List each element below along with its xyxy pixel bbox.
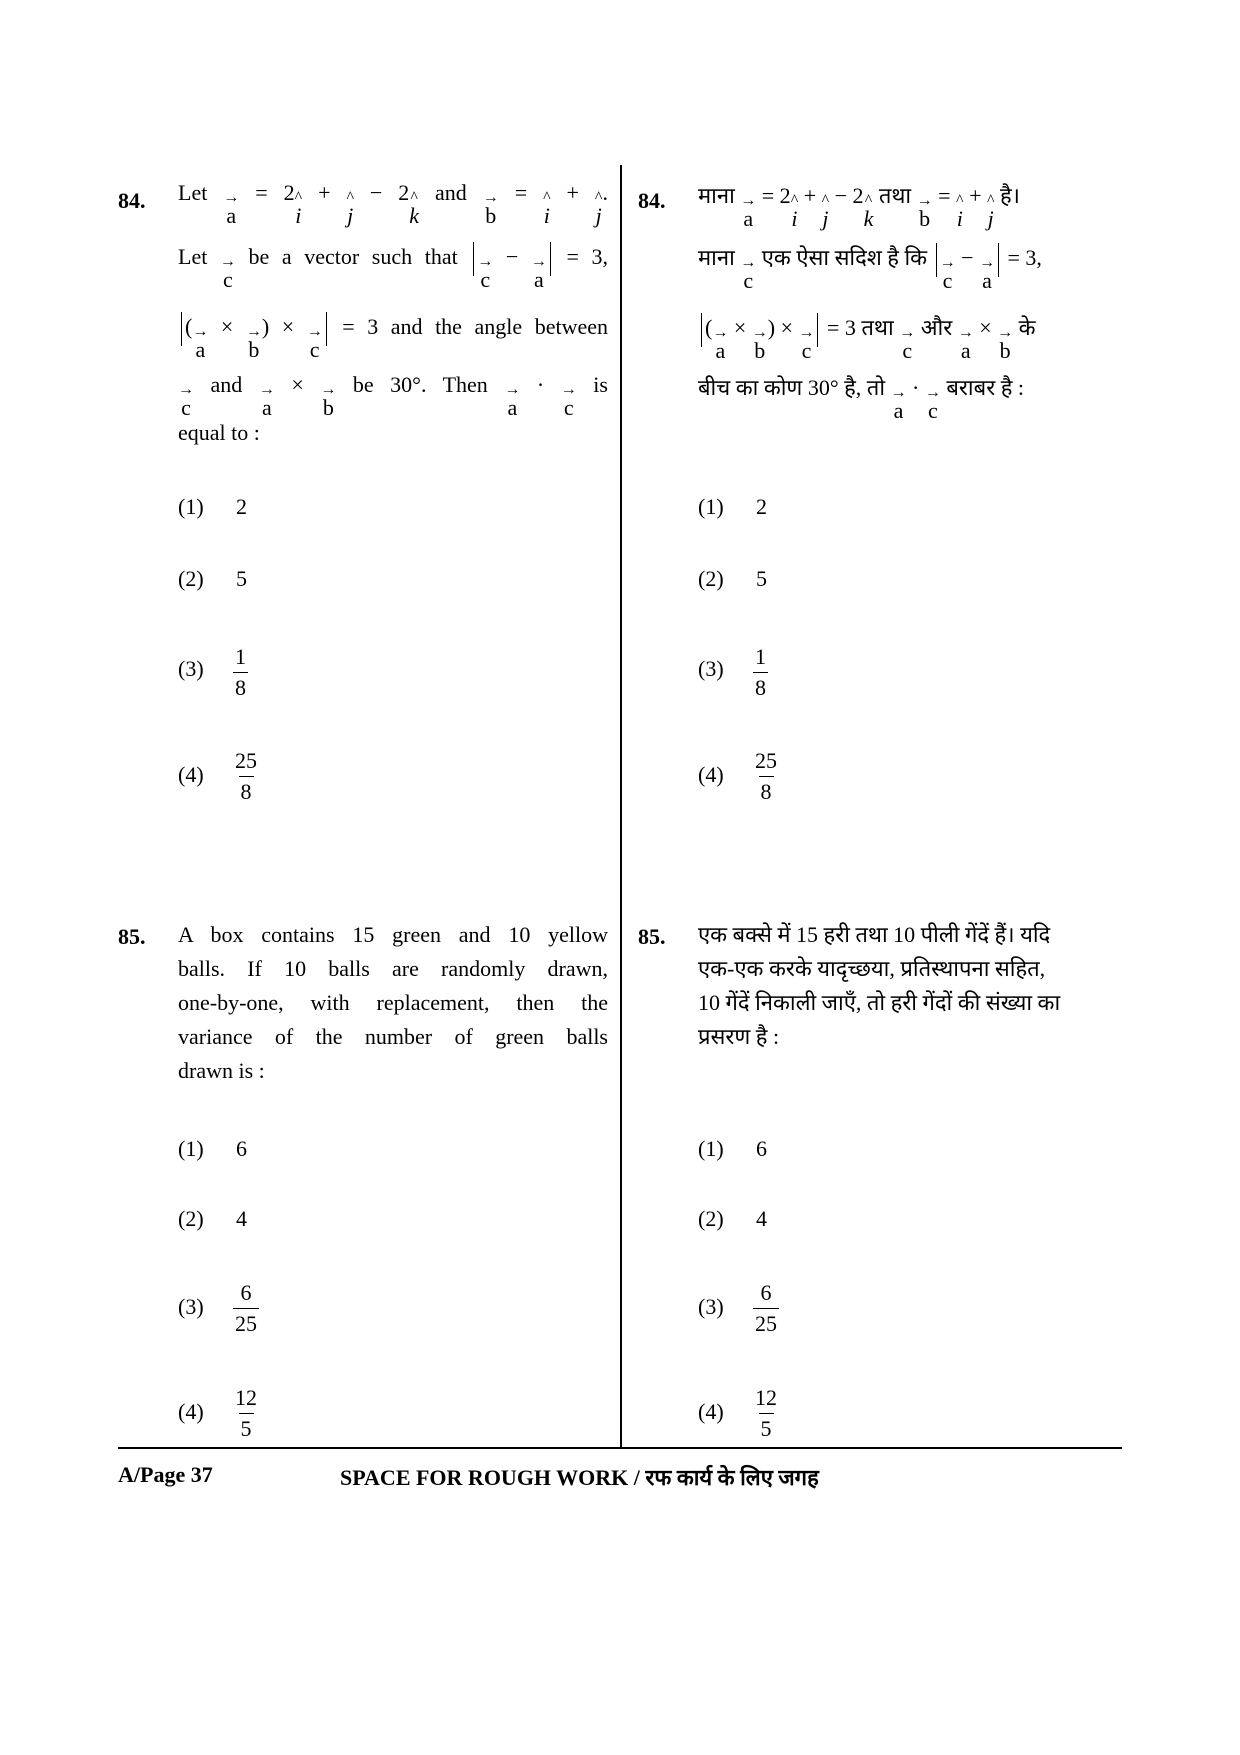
q85-hi-line: 10 गेंदें निकाली जाएँ, तो हरी गेंदों की संख्या का [698,990,1061,1015]
option-label: (3) [178,656,204,681]
option-label: (2) [698,1206,724,1231]
fraction-numerator: 25 [755,748,777,773]
option-fraction [233,1278,259,1339]
option-fraction [233,642,248,703]
q84-hi-line-2: माना → c एक ऐसा सदिश है कि → c − → a = 3, [698,242,1042,292]
question-number: 85. [638,924,666,949]
option-value: 6 [236,1136,247,1161]
rough-work-label: SPACE FOR ROUGH WORK / रफ कार्य के लिए जगह [340,1465,819,1490]
q84-en-line-2: Let → c be a vector such that → c − → a = 3, [178,242,608,291]
fraction-numerator: 12 [235,1385,257,1410]
option-label: (3) [178,1294,204,1319]
column-divider [620,165,622,1447]
option-value: 2 [236,494,247,519]
option-label: (1) [698,494,724,519]
q84-hi-line-1: माना → a = 2 ^ i + ^ j − 2 ^ k तथा → b = ^ i + ^ j है। [698,183,1021,231]
option-label: (4) [178,1399,204,1424]
q85-en-line: balls. If 10 balls are randomly drawn, [178,956,608,981]
q85-en-line: A box contains 15 green and 10 yellow [178,922,608,947]
fraction-numerator: 1 [235,644,246,669]
q85-hi-line: एक-एक करके यादृच्छया, प्रतिस्थापना सहित, [698,956,1046,981]
fraction-denominator: 8 [239,776,254,807]
q84-hi-line-4: बीच का कोण 30° है, तो → a · → c बराबर है : [698,375,1024,423]
option-label: (4) [698,762,724,787]
option-label: (2) [698,566,724,591]
option-value: 6 [756,1136,767,1161]
q84-en-line-5: equal to : [178,420,260,445]
fraction-denominator: 5 [759,1413,774,1444]
fraction-numerator: 25 [235,748,257,773]
q84-en-line-1: Let → a = 2 ^ i + ^ j − 2 ^ k and → b = ^ i + ^ j . [178,180,608,228]
option-label: (3) [698,1294,724,1319]
fraction-numerator: 6 [240,1280,252,1305]
fraction-denominator: 25 [753,1308,779,1339]
footer-rule [118,1447,1122,1449]
fraction-denominator: 8 [233,672,248,703]
option-value: 4 [236,1206,247,1231]
option-fraction [233,1383,259,1444]
fraction-denominator: 25 [233,1308,259,1339]
fraction-denominator: 5 [239,1413,254,1444]
q85-en-line: one-by-one, with replacement, then the [178,990,608,1015]
option-fraction [753,642,768,703]
option-label: (1) [178,494,204,519]
option-label: (1) [178,1136,204,1161]
option-fraction [753,1383,779,1444]
option-label: (4) [698,1399,724,1424]
option-label: (2) [178,1206,204,1231]
question-85-english [178,918,608,1088]
option-label: (2) [178,566,204,591]
option-fraction [233,746,259,807]
fraction-numerator: 6 [760,1280,772,1305]
option-label: (4) [178,762,204,787]
fraction-numerator: 1 [755,644,766,669]
q84-en-line-3: ( → a × → b ) × → c = 3 and the angle between [178,312,608,361]
q85-en-line: variance of the number of green balls [178,1024,608,1049]
option-value: 4 [756,1206,767,1231]
option-value: 5 [236,566,247,591]
q85-hi-line: प्रसरण है : [698,1024,780,1049]
fraction-denominator: 8 [753,672,768,703]
question-85-hindi [698,918,1128,1054]
question-number: 84. [118,188,146,213]
fraction-numerator: 12 [755,1385,777,1410]
option-label: (1) [698,1136,724,1161]
question-number: 85. [118,924,146,949]
q84-en-line-4: → c and → a × → b be 30°. Then → a · → c is [178,372,608,420]
q85-hi-line: एक बक्से में 15 हरी तथा 10 पीली गेंदें हैं। यदि [698,922,1051,947]
option-fraction [753,1278,779,1339]
question-number: 84. [638,188,666,213]
option-value: 5 [756,566,767,591]
q85-en-line: drawn is : [178,1058,265,1083]
option-value: 2 [756,494,767,519]
option-label: (3) [698,656,724,681]
page-label: A/Page 37 [118,1462,213,1487]
option-fraction [753,746,779,807]
q84-hi-line-3: ( → a × → b ) × → c = 3 तथा → c और → a × → b के [698,312,1036,362]
fraction-denominator: 8 [759,776,774,807]
